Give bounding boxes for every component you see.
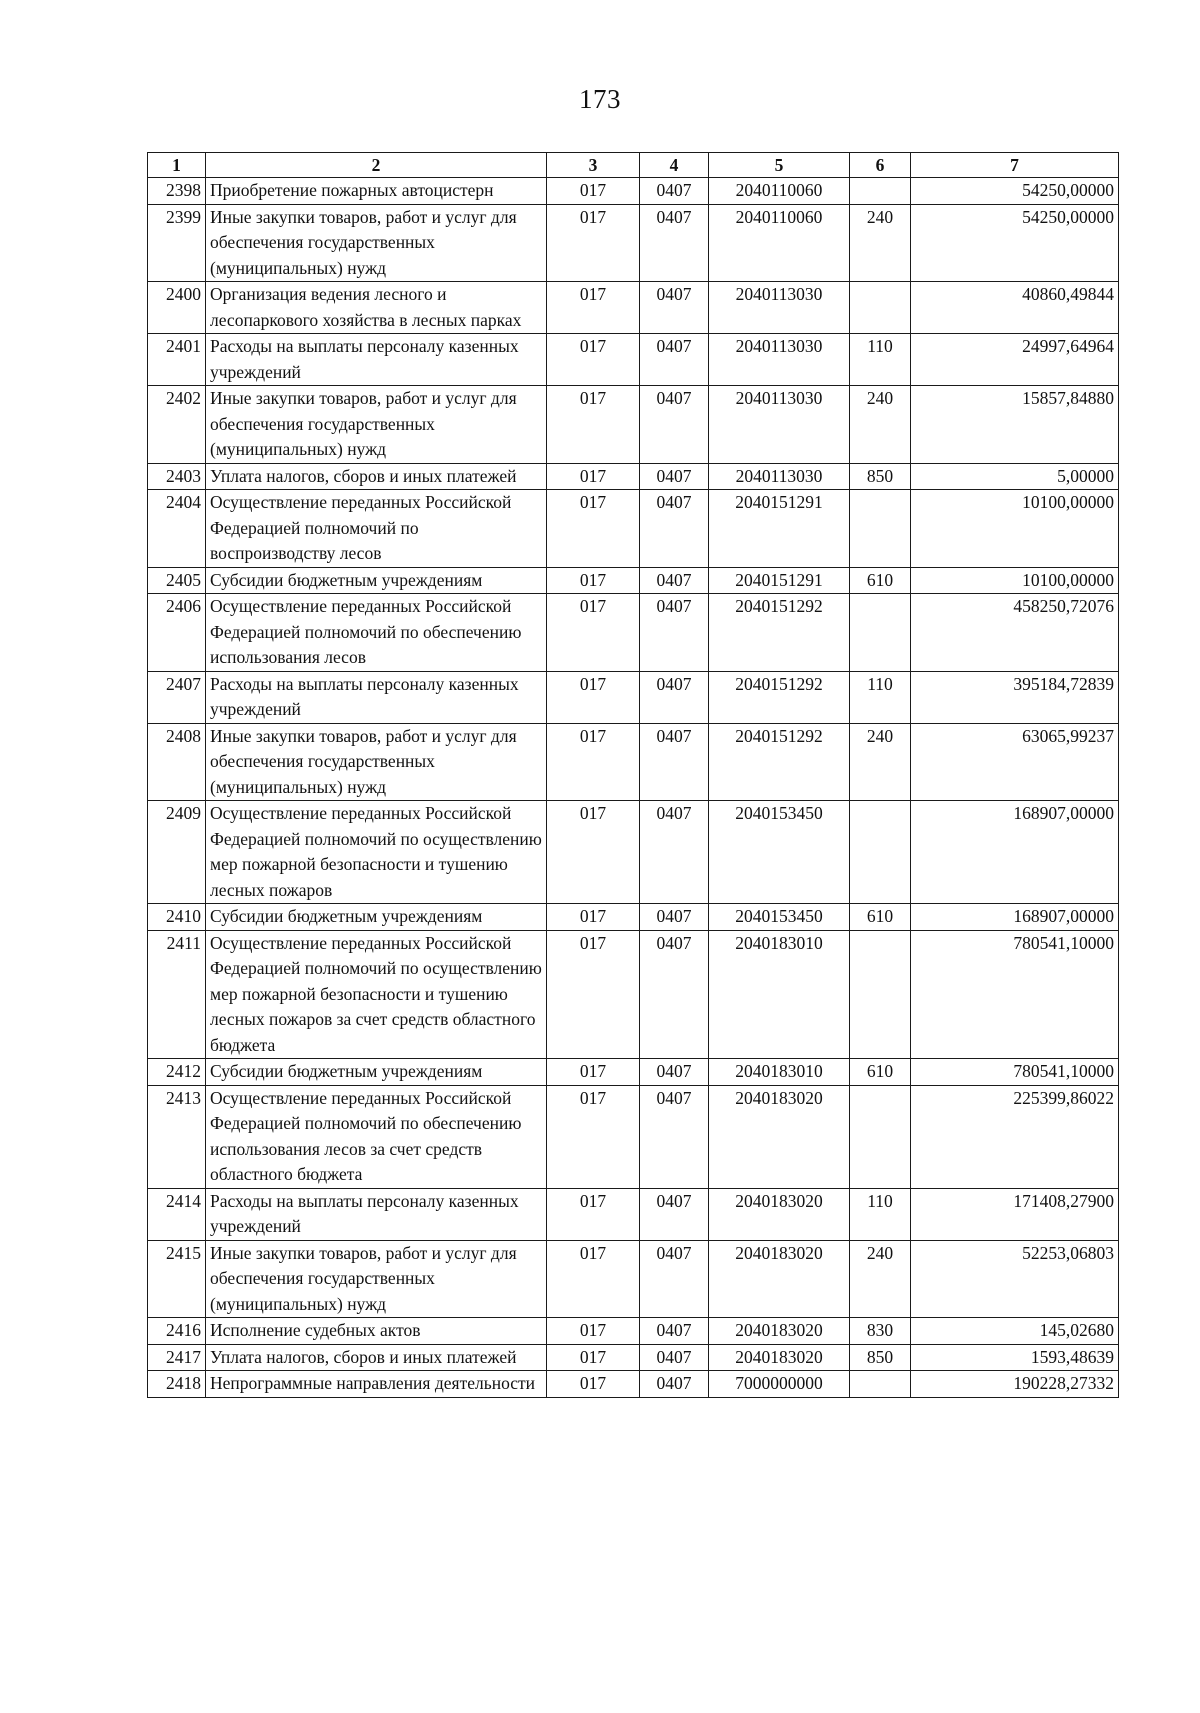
expense-type-code-cell (850, 282, 911, 334)
table-row (148, 723, 1119, 801)
target-article-code-cell: 2040153450 (709, 904, 850, 931)
section-code-cell: 0407 (640, 567, 709, 594)
expense-name-cell: Иные закупки товаров, работ и услуг для обеспечения государственных (муниципальных) нужд (206, 1240, 547, 1318)
target-article-code-cell: 2040183010 (709, 1059, 850, 1086)
expense-type-code-cell (850, 490, 911, 568)
amount-cell: 10100,00000 (911, 490, 1119, 568)
table-row (148, 1085, 1119, 1188)
expense-name-cell: Осуществление переданных Российской Федерацией полномочий по воспроизводству лесов (206, 490, 547, 568)
row-number-cell: 2401 (148, 334, 206, 386)
amount-cell: 63065,99237 (911, 723, 1119, 801)
budget-table (147, 152, 1119, 1398)
table-row (148, 178, 1119, 205)
expense-type-code-cell: 240 (850, 1240, 911, 1318)
amount-cell: 780541,10000 (911, 1059, 1119, 1086)
column-header: 7 (911, 153, 1119, 178)
expense-type-code-cell: 110 (850, 1188, 911, 1240)
expense-name-cell: Расходы на выплаты персоналу казенных учреждений (206, 334, 547, 386)
row-number-cell: 2411 (148, 930, 206, 1059)
column-header: 3 (547, 153, 640, 178)
table-body (148, 178, 1119, 1398)
expense-type-code-cell: 850 (850, 1344, 911, 1371)
expense-name-cell: Уплата налогов, сборов и иных платежей (206, 1344, 547, 1371)
table-row (148, 1188, 1119, 1240)
expense-type-code-cell: 240 (850, 386, 911, 464)
department-code-cell: 017 (547, 1240, 640, 1318)
expense-name-cell: Расходы на выплаты персоналу казенных учреждений (206, 1188, 547, 1240)
table-row (148, 594, 1119, 672)
table-row (148, 1240, 1119, 1318)
row-number-cell: 2414 (148, 1188, 206, 1240)
target-article-code-cell: 2040110060 (709, 204, 850, 282)
table-header-row (148, 153, 1119, 178)
row-number-cell: 2417 (148, 1344, 206, 1371)
expense-name-cell: Приобретение пожарных автоцистерн (206, 178, 547, 205)
expense-name-cell: Субсидии бюджетным учреждениям (206, 904, 547, 931)
amount-cell: 15857,84880 (911, 386, 1119, 464)
amount-cell: 54250,00000 (911, 178, 1119, 205)
department-code-cell: 017 (547, 178, 640, 205)
row-number-cell: 2403 (148, 463, 206, 490)
expense-type-code-cell (850, 930, 911, 1059)
department-code-cell: 017 (547, 930, 640, 1059)
expense-name-cell: Субсидии бюджетным учреждениям (206, 567, 547, 594)
section-code-cell: 0407 (640, 594, 709, 672)
table-row (148, 904, 1119, 931)
expense-name-cell: Субсидии бюджетным учреждениям (206, 1059, 547, 1086)
target-article-code-cell: 2040153450 (709, 801, 850, 904)
table-row (148, 1318, 1119, 1345)
expense-name-cell: Иные закупки товаров, работ и услуг для обеспечения государственных (муниципальных) нужд (206, 723, 547, 801)
expense-type-code-cell: 110 (850, 334, 911, 386)
amount-cell: 225399,86022 (911, 1085, 1119, 1188)
target-article-code-cell: 2040113030 (709, 334, 850, 386)
expense-name-cell: Осуществление переданных Российской Федерацией полномочий по обеспечению использования лесов (206, 594, 547, 672)
amount-cell: 10100,00000 (911, 567, 1119, 594)
department-code-cell: 017 (547, 386, 640, 464)
row-number-cell: 2404 (148, 490, 206, 568)
section-code-cell: 0407 (640, 1085, 709, 1188)
target-article-code-cell: 2040183020 (709, 1318, 850, 1345)
department-code-cell: 017 (547, 594, 640, 672)
column-header: 2 (206, 153, 547, 178)
department-code-cell: 017 (547, 723, 640, 801)
table-row (148, 801, 1119, 904)
table-row (148, 282, 1119, 334)
expense-type-code-cell: 610 (850, 904, 911, 931)
section-code-cell: 0407 (640, 1059, 709, 1086)
expense-type-code-cell (850, 1371, 911, 1398)
amount-cell: 171408,27900 (911, 1188, 1119, 1240)
target-article-code-cell: 2040151291 (709, 490, 850, 568)
target-article-code-cell: 2040183020 (709, 1344, 850, 1371)
section-code-cell: 0407 (640, 930, 709, 1059)
amount-cell: 40860,49844 (911, 282, 1119, 334)
table-row (148, 567, 1119, 594)
section-code-cell: 0407 (640, 904, 709, 931)
section-code-cell: 0407 (640, 1318, 709, 1345)
section-code-cell: 0407 (640, 334, 709, 386)
expense-name-cell: Исполнение судебных актов (206, 1318, 547, 1345)
expense-type-code-cell (850, 1085, 911, 1188)
section-code-cell: 0407 (640, 178, 709, 205)
amount-cell: 145,02680 (911, 1318, 1119, 1345)
expense-name-cell: Непрограммные направления деятельности (206, 1371, 547, 1398)
amount-cell: 190228,27332 (911, 1371, 1119, 1398)
department-code-cell: 017 (547, 490, 640, 568)
expense-name-cell: Осуществление переданных Российской Федерацией полномочий по обеспечению использования лесов за счет средств областного бюджета (206, 1085, 547, 1188)
expense-name-cell: Иные закупки товаров, работ и услуг для обеспечения государственных (муниципальных) нужд (206, 386, 547, 464)
department-code-cell: 017 (547, 1344, 640, 1371)
row-number-cell: 2413 (148, 1085, 206, 1188)
table-row (148, 386, 1119, 464)
target-article-code-cell: 2040183020 (709, 1085, 850, 1188)
expense-type-code-cell: 240 (850, 204, 911, 282)
expense-type-code-cell (850, 178, 911, 205)
section-code-cell: 0407 (640, 1344, 709, 1371)
row-number-cell: 2406 (148, 594, 206, 672)
department-code-cell: 017 (547, 567, 640, 594)
section-code-cell: 0407 (640, 490, 709, 568)
row-number-cell: 2416 (148, 1318, 206, 1345)
table-row (148, 930, 1119, 1059)
table-row (148, 1059, 1119, 1086)
amount-cell: 395184,72839 (911, 671, 1119, 723)
expense-type-code-cell: 850 (850, 463, 911, 490)
target-article-code-cell: 2040183020 (709, 1240, 850, 1318)
department-code-cell: 017 (547, 1059, 640, 1086)
section-code-cell: 0407 (640, 282, 709, 334)
target-article-code-cell: 7000000000 (709, 1371, 850, 1398)
department-code-cell: 017 (547, 801, 640, 904)
amount-cell: 52253,06803 (911, 1240, 1119, 1318)
department-code-cell: 017 (547, 204, 640, 282)
row-number-cell: 2418 (148, 1371, 206, 1398)
target-article-code-cell: 2040113030 (709, 282, 850, 334)
target-article-code-cell: 2040183020 (709, 1188, 850, 1240)
department-code-cell: 017 (547, 904, 640, 931)
department-code-cell: 017 (547, 671, 640, 723)
table-row (148, 204, 1119, 282)
section-code-cell: 0407 (640, 204, 709, 282)
expense-name-cell: Осуществление переданных Российской Федерацией полномочий по осуществлению мер пожарной безопасности и тушению лесных пожаров за счет средств областного бюджета (206, 930, 547, 1059)
section-code-cell: 0407 (640, 723, 709, 801)
column-header: 6 (850, 153, 911, 178)
amount-cell: 5,00000 (911, 463, 1119, 490)
table-row (148, 490, 1119, 568)
expense-type-code-cell: 610 (850, 567, 911, 594)
expense-name-cell: Иные закупки товаров, работ и услуг для обеспечения государственных (муниципальных) нужд (206, 204, 547, 282)
section-code-cell: 0407 (640, 1240, 709, 1318)
row-number-cell: 2412 (148, 1059, 206, 1086)
section-code-cell: 0407 (640, 463, 709, 490)
row-number-cell: 2405 (148, 567, 206, 594)
expense-name-cell: Расходы на выплаты персоналу казенных учреждений (206, 671, 547, 723)
expense-type-code-cell: 240 (850, 723, 911, 801)
row-number-cell: 2408 (148, 723, 206, 801)
table-row (148, 1371, 1119, 1398)
section-code-cell: 0407 (640, 671, 709, 723)
department-code-cell: 017 (547, 1085, 640, 1188)
expense-name-cell: Уплата налогов, сборов и иных платежей (206, 463, 547, 490)
row-number-cell: 2407 (148, 671, 206, 723)
target-article-code-cell: 2040183010 (709, 930, 850, 1059)
expense-type-code-cell: 610 (850, 1059, 911, 1086)
target-article-code-cell: 2040151292 (709, 594, 850, 672)
amount-cell: 458250,72076 (911, 594, 1119, 672)
row-number-cell: 2399 (148, 204, 206, 282)
amount-cell: 780541,10000 (911, 930, 1119, 1059)
expense-type-code-cell: 830 (850, 1318, 911, 1345)
amount-cell: 54250,00000 (911, 204, 1119, 282)
section-code-cell: 0407 (640, 386, 709, 464)
target-article-code-cell: 2040151292 (709, 723, 850, 801)
department-code-cell: 017 (547, 334, 640, 386)
amount-cell: 168907,00000 (911, 801, 1119, 904)
amount-cell: 24997,64964 (911, 334, 1119, 386)
expense-type-code-cell (850, 594, 911, 672)
expense-type-code-cell (850, 801, 911, 904)
department-code-cell: 017 (547, 282, 640, 334)
target-article-code-cell: 2040151291 (709, 567, 850, 594)
section-code-cell: 0407 (640, 1371, 709, 1398)
target-article-code-cell: 2040110060 (709, 178, 850, 205)
row-number-cell: 2402 (148, 386, 206, 464)
target-article-code-cell: 2040113030 (709, 463, 850, 490)
target-article-code-cell: 2040113030 (709, 386, 850, 464)
department-code-cell: 017 (547, 463, 640, 490)
column-header: 5 (709, 153, 850, 178)
section-code-cell: 0407 (640, 1188, 709, 1240)
amount-cell: 1593,48639 (911, 1344, 1119, 1371)
column-header: 4 (640, 153, 709, 178)
table-row (148, 1344, 1119, 1371)
row-number-cell: 2398 (148, 178, 206, 205)
page-number: 173 (579, 84, 621, 114)
row-number-cell: 2415 (148, 1240, 206, 1318)
row-number-cell: 2410 (148, 904, 206, 931)
amount-cell: 168907,00000 (911, 904, 1119, 931)
table-row (148, 334, 1119, 386)
target-article-code-cell: 2040151292 (709, 671, 850, 723)
expense-name-cell: Организация ведения лесного и лесопаркового хозяйства в лесных парках (206, 282, 547, 334)
expense-name-cell: Осуществление переданных Российской Федерацией полномочий по осуществлению мер пожарной безопасности и тушению лесных пожаров (206, 801, 547, 904)
department-code-cell: 017 (547, 1371, 640, 1398)
expense-type-code-cell: 110 (850, 671, 911, 723)
row-number-cell: 2400 (148, 282, 206, 334)
table-row (148, 671, 1119, 723)
row-number-cell: 2409 (148, 801, 206, 904)
department-code-cell: 017 (547, 1188, 640, 1240)
table-row (148, 463, 1119, 490)
department-code-cell: 017 (547, 1318, 640, 1345)
section-code-cell: 0407 (640, 801, 709, 904)
column-header: 1 (148, 153, 206, 178)
